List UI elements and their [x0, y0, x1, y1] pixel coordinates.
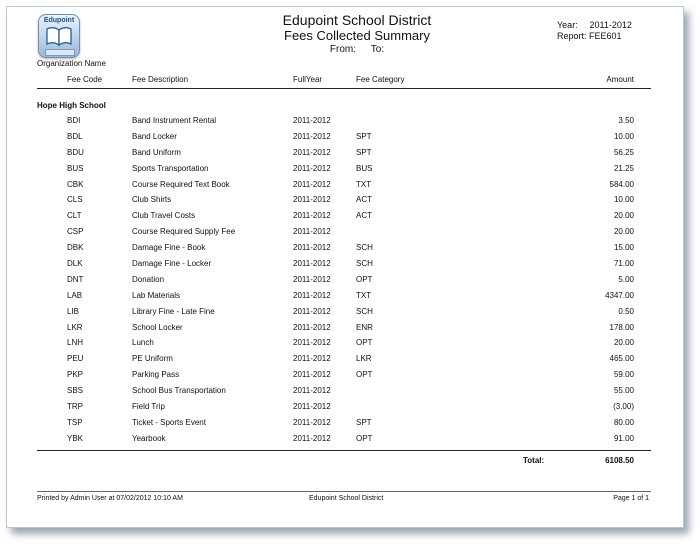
fee-category-cell: SPT [356, 417, 372, 427]
full-year-cell: 2011-2012 [293, 306, 331, 316]
full-year-cell: 2011-2012 [293, 290, 331, 300]
from-label: From: [329, 44, 356, 55]
table-row [7, 386, 683, 402]
fee-description-cell: Band Instrument Rental [132, 116, 217, 125]
fee-description-cell: Lab Materials [132, 290, 181, 300]
full-year-cell: 2011-2012 [293, 386, 331, 396]
table-row [7, 259, 683, 275]
fee-category-cell: TXT [356, 179, 372, 189]
fee-description-cell: Club Travel Costs [132, 211, 196, 221]
fee-category-cell: OPT [356, 274, 373, 284]
amount-cell: 55.00 [613, 386, 634, 396]
table-row [7, 323, 683, 339]
report-label: Report: [557, 31, 587, 41]
printed-by: Printed by Admin User at 07/02/2012 10:10 AM [37, 495, 183, 502]
fee-description-cell: Club Shirts [132, 195, 172, 205]
year-value: 2011-2012 [589, 20, 632, 30]
fee-description-cell: PE Uniform [132, 354, 173, 364]
amount-cell: 5.00 [618, 274, 634, 284]
full-year-cell: 2011-2012 [293, 322, 331, 332]
amount-cell: 21.25 [613, 163, 634, 173]
fee-description-cell: Sports Transportation [132, 163, 209, 173]
amount-cell: 3.50 [618, 116, 634, 125]
table-row [7, 354, 683, 370]
table-row [7, 148, 683, 164]
fee-code-cell: DBK [67, 243, 84, 253]
amount-cell: 4347.00 [605, 290, 634, 300]
fee-code-cell: PEU [67, 354, 84, 364]
fee-category-cell: SCH [356, 306, 373, 316]
full-year-cell: 2011-2012 [293, 402, 331, 412]
full-year-cell: 2011-2012 [293, 211, 331, 221]
report-meta [557, 20, 632, 42]
fee-description-cell: Yearbook [132, 433, 166, 443]
fee-code-cell: CLS [67, 195, 83, 205]
full-year-cell: 2011-2012 [293, 195, 331, 205]
year-label: Year: [557, 20, 578, 30]
fee-description-cell: Course Required Text Book [132, 179, 230, 189]
fee-code-cell: LIB [67, 306, 80, 316]
fee-code-cell: SBS [67, 386, 84, 396]
fee-category-cell: OPT [356, 370, 373, 380]
amount-cell: 465.00 [609, 354, 634, 364]
table-row [7, 116, 683, 132]
table-row [7, 307, 683, 323]
full-year-cell: 2011-2012 [293, 227, 331, 237]
col-full-year: FullYear [293, 75, 323, 84]
fee-category-cell: TXT [356, 290, 372, 300]
school-name: Hope High School [37, 101, 106, 110]
table-row [7, 195, 683, 211]
fee-category-cell: SCH [356, 259, 373, 269]
fee-category-cell: OPT [356, 433, 373, 443]
fee-description-cell: Damage Fine - Locker [132, 259, 212, 269]
fee-description-cell: Ticket - Sports Event [132, 417, 206, 427]
fee-description-cell: Band Locker [132, 131, 177, 141]
report-id: FEE601 [589, 31, 622, 41]
table-row [7, 243, 683, 259]
amount-cell: 71.00 [613, 259, 634, 269]
table-row [7, 418, 683, 434]
fee-code-cell: LNH [67, 338, 84, 348]
fee-description-cell: Field Trip [132, 402, 165, 412]
fee-code-cell: YBK [67, 433, 84, 443]
fee-code-cell: CBK [67, 179, 84, 189]
amount-cell: 91.00 [613, 433, 634, 443]
org-name-label: Organization Name [37, 59, 106, 68]
amount-cell: 59.00 [613, 370, 634, 380]
amount-cell: 15.00 [613, 243, 634, 253]
fee-description-cell: Parking Pass [132, 370, 180, 380]
fee-description-cell: Library Fine - Late Fine [132, 306, 215, 316]
fee-code-cell: BDU [67, 147, 84, 157]
fee-rows [7, 116, 683, 450]
amount-cell: 20.00 [613, 227, 634, 237]
fee-description-cell: Damage Fine - Book [132, 243, 206, 253]
table-row [7, 164, 683, 180]
report-page [6, 6, 684, 528]
table-row [7, 180, 683, 196]
logo-caption-bar [45, 49, 75, 56]
col-amount: Amount [606, 75, 634, 84]
fee-description-cell: Course Required Supply Fee [132, 227, 236, 237]
amount-cell: 178.00 [609, 322, 634, 332]
fee-category-cell: SPT [356, 131, 372, 141]
amount-cell: 0.50 [618, 306, 634, 316]
header-divider [37, 88, 651, 89]
amount-cell: 10.00 [613, 131, 634, 141]
total-value: 6108.50 [605, 456, 634, 465]
amount-cell: 20.00 [613, 211, 634, 221]
full-year-cell: 2011-2012 [293, 131, 331, 141]
table-row [7, 402, 683, 418]
fee-code-cell: BDI [67, 116, 81, 125]
fee-category-cell: BUS [356, 163, 373, 173]
amount-cell: 56.25 [613, 147, 634, 157]
full-year-cell: 2011-2012 [293, 259, 331, 269]
col-fee-category: Fee Category [356, 75, 405, 84]
fee-category-cell: ENR [356, 322, 373, 332]
fee-code-cell: BDL [67, 131, 83, 141]
logo-text: Edupoint [43, 17, 75, 24]
fee-code-cell: CLT [67, 211, 82, 221]
full-year-cell: 2011-2012 [293, 338, 331, 348]
table-row [7, 338, 683, 354]
fee-category-cell: OPT [356, 338, 373, 348]
full-year-cell: 2011-2012 [293, 433, 331, 443]
district-title: Edupoint School District [282, 12, 432, 28]
amount-cell: (3.00) [613, 402, 634, 412]
fee-description-cell: Lunch [132, 338, 154, 348]
fee-code-cell: LAB [67, 290, 83, 300]
fee-description-cell: Donation [132, 274, 165, 284]
fee-code-cell: LKR [67, 322, 83, 332]
total-label: Total: [523, 456, 545, 465]
amount-cell: 20.00 [613, 338, 634, 348]
to-label: To: [370, 44, 385, 55]
fee-category-cell: ACT [356, 195, 372, 205]
full-year-cell: 2011-2012 [293, 417, 331, 427]
full-year-cell: 2011-2012 [293, 147, 331, 157]
report-title: Fees Collected Summary [284, 28, 430, 43]
footer-divider [37, 491, 651, 492]
report-title-block [207, 12, 507, 56]
table-row [7, 434, 683, 450]
table-row [7, 227, 683, 243]
full-year-cell: 2011-2012 [293, 179, 331, 189]
table-row [7, 132, 683, 148]
total-divider [37, 450, 651, 451]
fee-code-cell: DNT [67, 274, 84, 284]
fee-category-cell: ACT [356, 211, 372, 221]
fee-code-cell: BUS [67, 163, 84, 173]
amount-cell: 584.00 [609, 179, 634, 189]
fee-category-cell: SCH [356, 243, 373, 253]
full-year-cell: 2011-2012 [293, 370, 331, 380]
page-number: Page 1 of 1 [613, 495, 649, 502]
table-row [7, 291, 683, 307]
table-row [7, 275, 683, 291]
table-row [7, 370, 683, 386]
full-year-cell: 2011-2012 [293, 163, 331, 173]
table-row [7, 211, 683, 227]
col-fee-code: Fee Code [67, 75, 103, 84]
fee-category-cell: SPT [356, 147, 372, 157]
full-year-cell: 2011-2012 [293, 354, 331, 364]
date-range [207, 43, 507, 56]
amount-cell: 80.00 [613, 417, 634, 427]
fee-code-cell: TRP [67, 402, 83, 412]
fee-code-cell: TSP [67, 417, 83, 427]
fee-description-cell: School Bus Transportation [132, 386, 226, 396]
edupoint-logo [38, 14, 80, 58]
fee-description-cell: School Locker [132, 322, 183, 332]
col-fee-description: Fee Description [132, 75, 189, 84]
fee-code-cell: PKP [67, 370, 84, 380]
fee-code-cell: CSP [67, 227, 84, 237]
fee-category-cell: LKR [356, 354, 372, 364]
full-year-cell: 2011-2012 [293, 116, 331, 125]
amount-cell: 10.00 [613, 195, 634, 205]
fee-code-cell: DLK [67, 259, 83, 269]
fee-description-cell: Band Uniform [132, 147, 181, 157]
footer-district: Edupoint School District [309, 495, 384, 502]
full-year-cell: 2011-2012 [293, 243, 331, 253]
book-icon [45, 26, 73, 46]
full-year-cell: 2011-2012 [293, 274, 331, 284]
